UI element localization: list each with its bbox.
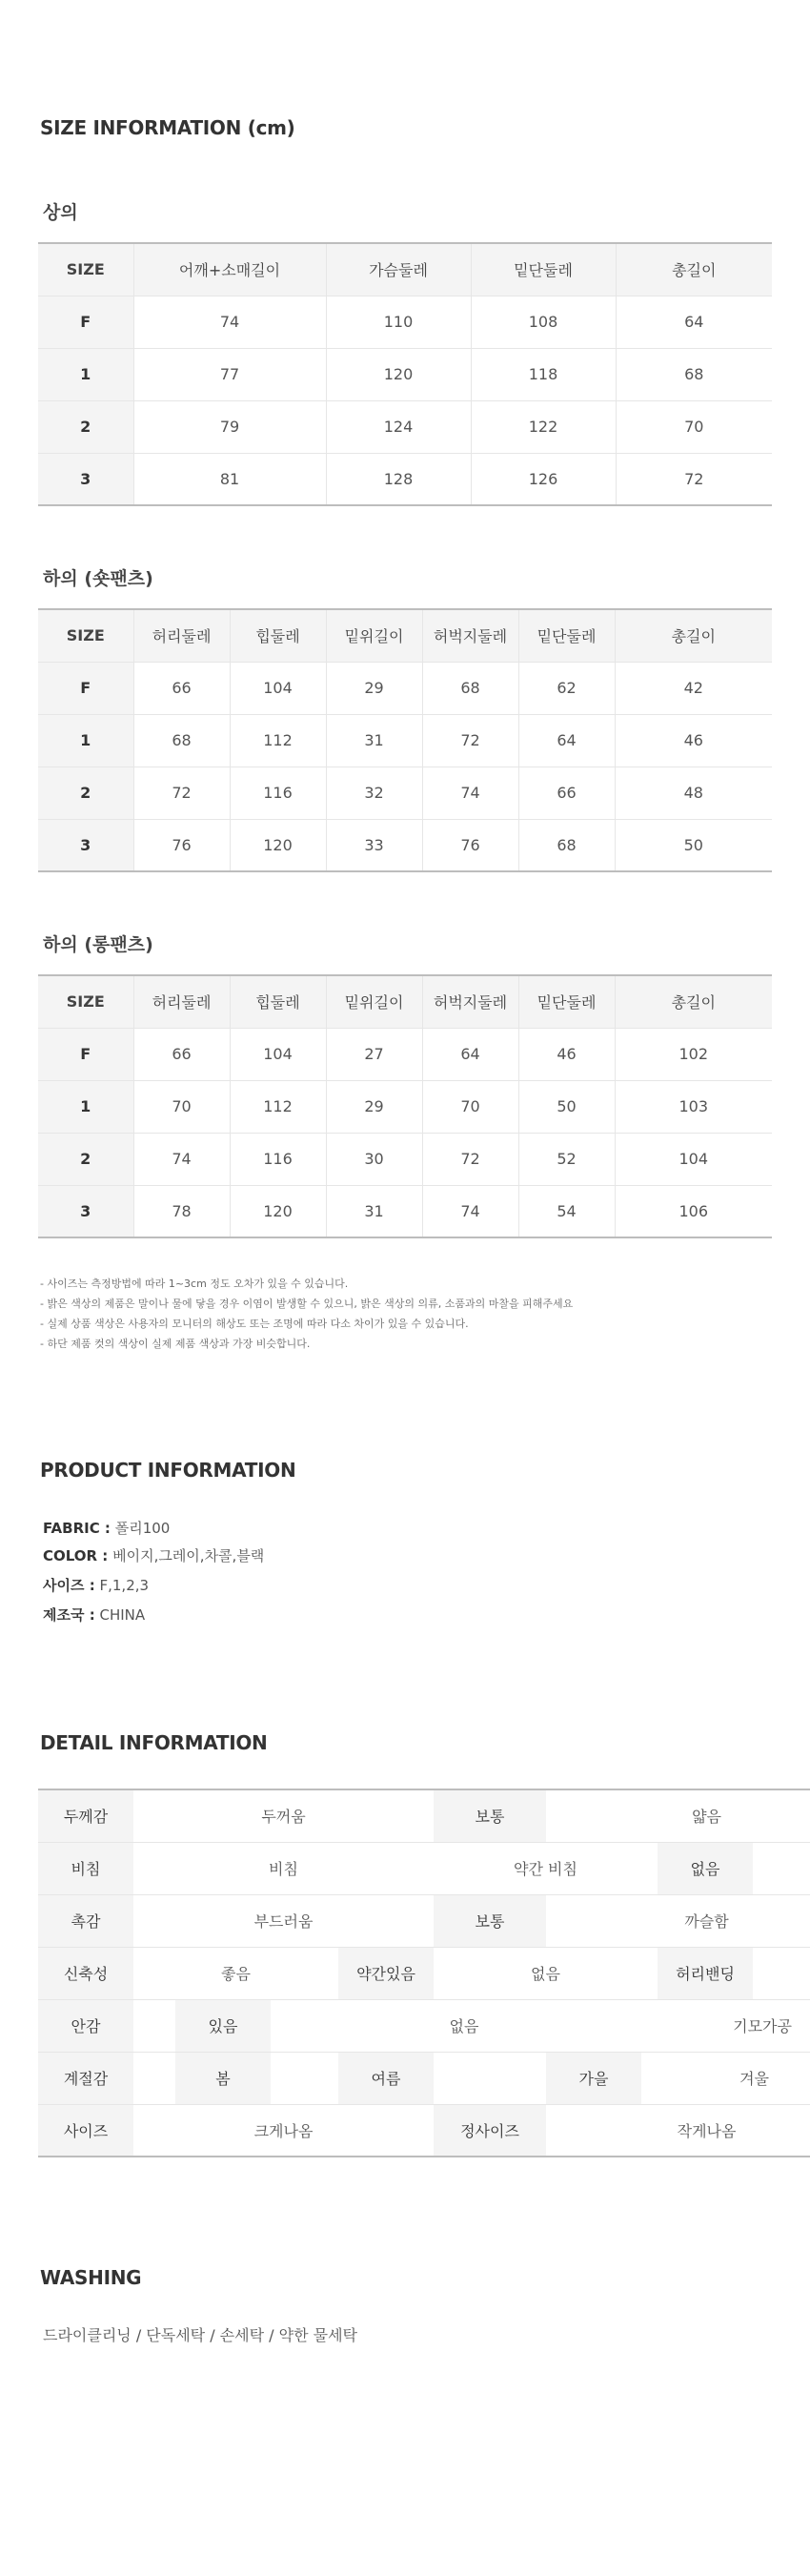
table-row [38,819,772,871]
size-cell: 3 [38,1185,133,1237]
table-cell: 46 [615,714,772,767]
table-cell: 104 [230,1028,326,1080]
table-row [38,1080,772,1133]
top-table-label: 상의 [43,202,78,223]
size-value: F,1,2,3 [99,1577,150,1594]
table-cell: 108 [471,296,616,348]
table-cell: 66 [133,662,230,714]
table-cell: 116 [230,1133,326,1185]
detail-option: 두꺼움 [133,1789,434,1842]
table-cell: 112 [230,714,326,767]
table-row [38,296,772,348]
table-cell: 50 [518,1080,615,1133]
table-header-cell: 허리둘레 [133,609,230,662]
size-cell: 2 [38,767,133,819]
table-cell: 46 [518,1028,615,1080]
detail-option: 좋음 [133,1947,338,1999]
table-cell: 70 [133,1080,230,1133]
product-info-title: PRODUCT INFORMATION [40,1459,296,1482]
table-cell: 104 [230,662,326,714]
size-cell: 2 [38,1133,133,1185]
table-cell: 72 [422,1133,518,1185]
table-cell: 120 [230,819,326,871]
detail-option-selected: 약간있음 [338,1947,434,1999]
table-row [38,453,772,505]
table-header-cell: 힙둘레 [230,609,326,662]
size-cell: F [38,1028,133,1080]
detail-label: 사이즈 [38,2104,133,2157]
table-row [38,348,772,400]
table-cell: 68 [133,714,230,767]
size-info-title: SIZE INFORMATION (cm) [40,116,295,139]
color-line [43,1545,264,1565]
detail-info-table [38,1789,810,2157]
table-cell: 64 [518,714,615,767]
table-cell: 68 [616,348,772,400]
table-cell: 33 [326,819,422,871]
table-cell: 128 [326,453,471,505]
detail-option-selected: 있음 [175,1999,271,2052]
note-line: - 실제 상품 색상은 사용자의 모니터의 해상도 또는 조명에 따라 다소 차이가 있을 수 있습니다. [40,1318,469,1330]
table-cell: 66 [133,1028,230,1080]
size-label: 사이즈 : [43,1577,95,1594]
size-cell: F [38,296,133,348]
table-cell: 79 [133,400,326,453]
note-line: - 사이즈는 측정방법에 따라 1~3cm 정도 오차가 있을 수 있습니다. [40,1278,349,1290]
table-header-cell: 밑단둘레 [518,609,615,662]
washing-text: 드라이클리닝 / 단독세탁 / 손세탁 / 약한 물세탁 [43,2326,357,2344]
size-cell: F [38,662,133,714]
detail-label: 비침 [38,1842,133,1894]
table-cell: 74 [422,767,518,819]
table-cell: 74 [422,1185,518,1237]
table-cell: 110 [326,296,471,348]
size-cell: 1 [38,714,133,767]
table-header-cell: 힙둘레 [230,975,326,1028]
detail-option-selected: 봄 [175,2052,271,2104]
table-cell: 102 [615,1028,772,1080]
size-cell: 2 [38,400,133,453]
detail-spacer [434,2052,546,2104]
table-cell: 27 [326,1028,422,1080]
table-row [38,714,772,767]
table-header-row [38,243,772,296]
detail-option: 없음 [434,1947,658,1999]
table-header-cell: SIZE [38,243,133,296]
shorts-table-label: 하의 (숏팬츠) [43,568,153,589]
table-header-cell: 가슴둘레 [326,243,471,296]
table-cell: 50 [615,819,772,871]
detail-spacer [271,2052,338,2104]
table-cell: 112 [230,1080,326,1133]
detail-spacer [133,1999,175,2052]
detail-row-sheerness [38,1842,810,1894]
table-cell: 31 [326,1185,422,1237]
table-row [38,1028,772,1080]
detail-option-selected: 보통 [434,1894,546,1947]
table-header-cell: 총길이 [616,243,772,296]
detail-option: 겨울 [641,2052,810,2104]
table-header-cell: SIZE [38,609,133,662]
table-cell: 70 [616,400,772,453]
size-cell: 3 [38,453,133,505]
detail-option: 까슬함 [546,1894,810,1947]
table-header-cell: 밑위길이 [326,975,422,1028]
table-cell: 66 [518,767,615,819]
size-cell: 1 [38,348,133,400]
shorts-size-table [38,608,772,872]
table-cell: 126 [471,453,616,505]
detail-option: 비침 [133,1842,434,1894]
detail-option-selected: 정사이즈 [434,2104,546,2157]
table-cell: 81 [133,453,326,505]
table-cell: 104 [615,1133,772,1185]
table-cell: 72 [133,767,230,819]
table-row [38,400,772,453]
detail-row-texture [38,1894,810,1947]
table-cell: 116 [230,767,326,819]
detail-option: 기모가공 [658,1999,810,2052]
table-cell: 77 [133,348,326,400]
detail-label: 신축성 [38,1947,133,1999]
detail-option-selected: 보통 [434,1789,546,1842]
detail-row-fit [38,2104,810,2157]
detail-info-title: DETAIL INFORMATION [40,1731,268,1754]
long-table-label: 하의 (롱팬츠) [43,934,153,955]
table-cell: 31 [326,714,422,767]
table-row [38,1185,772,1237]
size-cell: 1 [38,1080,133,1133]
fabric-value: 폴리100 [114,1520,171,1537]
table-header-cell: SIZE [38,975,133,1028]
detail-label: 안감 [38,1999,133,2052]
long-size-table [38,974,772,1238]
table-cell: 120 [326,348,471,400]
table-cell: 32 [326,767,422,819]
table-cell: 106 [615,1185,772,1237]
table-cell: 74 [133,1133,230,1185]
table-cell: 76 [422,819,518,871]
origin-value: CHINA [99,1606,146,1624]
detail-option: 약간 비침 [434,1842,658,1894]
detail-spacer [753,1842,810,1894]
table-cell: 48 [615,767,772,819]
color-label: COLOR : [43,1547,109,1564]
table-cell: 52 [518,1133,615,1185]
table-header-cell: 어깨+소매길이 [133,243,326,296]
table-header-cell: 총길이 [615,975,772,1028]
detail-row-season [38,2052,810,2104]
table-cell: 118 [471,348,616,400]
detail-option: 부드러움 [133,1894,434,1947]
table-row [38,662,772,714]
table-cell: 42 [615,662,772,714]
table-cell: 30 [326,1133,422,1185]
table-cell: 72 [616,453,772,505]
detail-spacer [753,1947,810,1999]
table-header-cell: 총길이 [615,609,772,662]
table-cell: 76 [133,819,230,871]
table-cell: 120 [230,1185,326,1237]
table-cell: 70 [422,1080,518,1133]
table-row [38,1133,772,1185]
detail-label: 촉감 [38,1894,133,1947]
detail-option: 없음 [271,1999,658,2052]
detail-option-selected: 허리밴딩 [658,1947,753,1999]
detail-row-stretch [38,1947,810,1999]
table-header-cell: 허리둘레 [133,975,230,1028]
table-header-cell: 밑단둘레 [471,243,616,296]
table-cell: 72 [422,714,518,767]
detail-option: 크게나옴 [133,2104,434,2157]
table-cell: 74 [133,296,326,348]
origin-line [43,1605,145,1625]
origin-label: 제조국 : [43,1606,95,1624]
table-cell: 68 [422,662,518,714]
fabric-label: FABRIC : [43,1520,111,1537]
detail-spacer [133,2052,175,2104]
note-line: - 하단 제품 컷의 색상이 실제 제품 색상과 가장 비슷합니다. [40,1338,311,1350]
table-cell: 78 [133,1185,230,1237]
table-cell: 122 [471,400,616,453]
table-header-cell: 허벅지둘레 [422,609,518,662]
table-cell: 64 [616,296,772,348]
table-header-cell: 밑단둘레 [518,975,615,1028]
color-value: 베이지,그레이,차콜,블랙 [112,1547,265,1564]
table-cell: 29 [326,1080,422,1133]
table-cell: 29 [326,662,422,714]
table-cell: 103 [615,1080,772,1133]
detail-label: 두께감 [38,1789,133,1842]
fabric-line [43,1518,170,1538]
top-size-table [38,242,772,506]
table-header-cell: 밑위길이 [326,609,422,662]
table-header-row [38,609,772,662]
table-row [38,767,772,819]
table-header-row [38,975,772,1028]
table-cell: 54 [518,1185,615,1237]
table-cell: 62 [518,662,615,714]
detail-label: 계절감 [38,2052,133,2104]
detail-option-selected: 여름 [338,2052,434,2104]
detail-row-lining [38,1999,810,2052]
washing-title: WASHING [40,2266,142,2289]
table-header-cell: 허벅지둘레 [422,975,518,1028]
note-line: - 밝은 색상의 제품은 말이나 물에 닿을 경우 이염이 발생할 수 있으니, 밝은 색상의 의류, 소품과의 마찰을 피해주세요 [40,1298,574,1310]
detail-option-selected: 가을 [546,2052,641,2104]
table-cell: 124 [326,400,471,453]
table-cell: 68 [518,819,615,871]
size-cell: 3 [38,819,133,871]
detail-option: 얇음 [546,1789,810,1842]
detail-option: 작게나옴 [546,2104,810,2157]
size-notes [40,1274,573,1354]
table-cell: 64 [422,1028,518,1080]
size-line [43,1575,149,1595]
detail-option-selected: 없음 [658,1842,753,1894]
detail-row-thickness [38,1789,810,1842]
